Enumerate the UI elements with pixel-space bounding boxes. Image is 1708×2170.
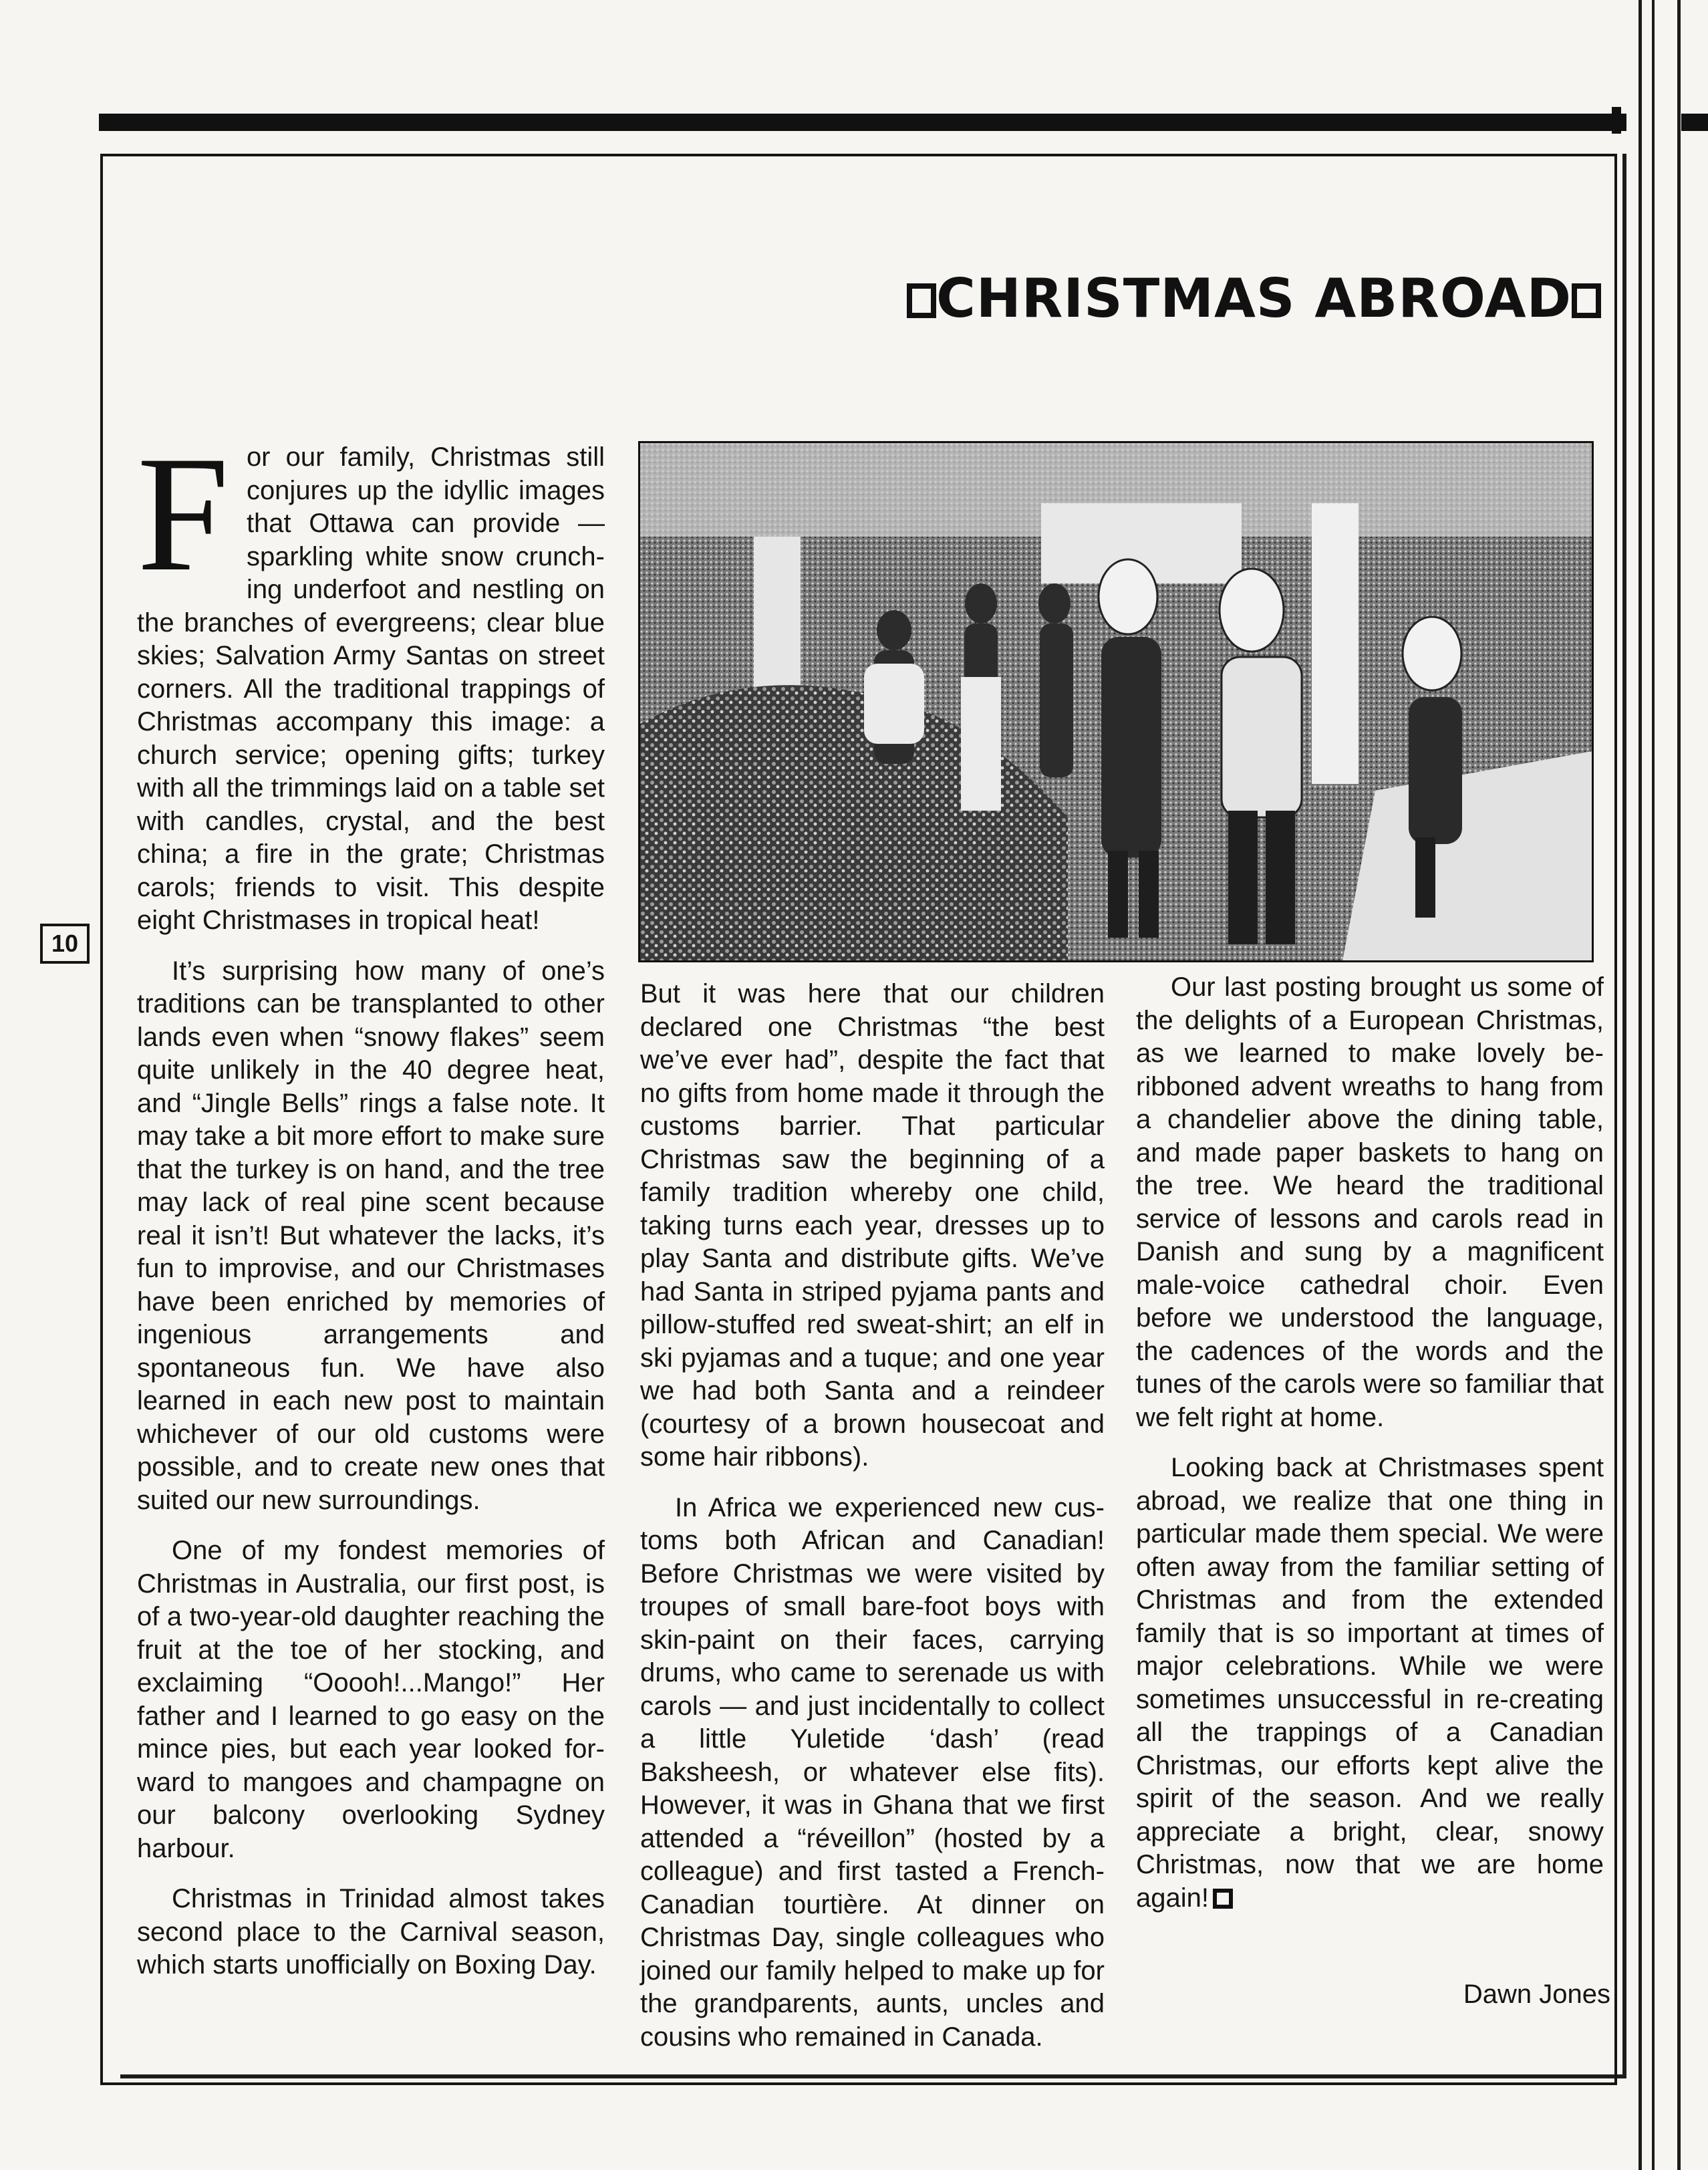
- photo-illustration: [640, 443, 1594, 962]
- article-column-3: [1136, 971, 1604, 1932]
- frame-right-shadow: [1622, 154, 1626, 2076]
- paragraph-3: One of my fondest memories of Christmas in Australia, our first post, is of a two-year-old daughter reaching the fruit at the toe of her stocking, and exclaiming “Ooooh!...Mango!” Her father and I learned to go easy on the mince pies, but each year looked forward to mangoes and champagne on our balcony overlooking Sydney harbour.: [137, 1536, 605, 1863]
- page-title: [599, 267, 1601, 329]
- article-photo: [638, 441, 1594, 962]
- right-margin-line-3: [1677, 0, 1681, 2170]
- paragraph-8: [1136, 1452, 1604, 1915]
- byline: Dawn Jones: [1463, 1980, 1610, 2009]
- right-margin-line-2: [1652, 0, 1655, 2170]
- right-margin-line: [1639, 0, 1642, 2170]
- paragraph-1: [137, 422, 605, 938]
- paragraph-6: In Africa we experienced new customs both African and Canadian! Before Christmas we were visited by troupes of small bare-foot boys with skin-paint on their faces, carrying drums, who came to serenade us with carols — and just incidentally to collect a little Yuletide ‘dash’ (read Baksheesh, or whatever else fits). However, it was in Ghana that we first attended a “réveillon” (hosted by a colleague) and first tasted a French-Canadian tourtière. At dinner on Christmas Day, single colleagues who joined our family helped to make up for the grandparents, aunts, uncles and cousins who remained in Canada.: [640, 1492, 1105, 2052]
- paragraph-5: But it was here that our children declared one Christmas “the best we’ve ever had”, despite the fact that no gifts from home made it through the customs barrier. That particular Christmas saw the beginning of a family tradition whereby one child, taking turns each year, dresses up to play Santa and distribute gifts. We’ve had Santa in striped pyjama pants and pillow-stuffed red sweat-shirt; an elf in ski pyjamas and a tuque; and one year we had both Santa and a reindeer (courtesy of a brown housecoat and some hair ribbons).: [640, 979, 1105, 1472]
- paragraph-1-text: or our family, Christmas still conjures up the idyllic images that Ottawa can provide — sparkling white snow crunching underfoot and nestling on the branches of evergreens; clear blue skies; Salvation Army Santas on street corners. All the traditional trappings of Christmas accompany this image: a church service; opening gifts; turkey with all the trimmings laid on a table set with candles, crystal, and the best china; a fire in the grate; Christmas carols; friends to visit. This despite eight Christmases in tropical heat!: [137, 442, 605, 935]
- page-number: 10: [40, 924, 90, 964]
- end-mark-icon: [1213, 1889, 1233, 1909]
- paragraph-4: Christmas in Trinidad almost takes second place to the Carnival season, which starts unofficially on Boxing Day.: [137, 1884, 605, 1980]
- top-heavy-rule: [99, 114, 1626, 131]
- title-box-left-icon: [907, 283, 936, 318]
- article-column-2: [640, 978, 1105, 2071]
- paragraph-8-text: Looking back at Christmases spent abroad, we realize that one thing in particular made them special. We were often away from the familiar setting of Christmas and from the extended family that is so important at times of major celebrations. While we were sometimes unsuccessful in re-creating all the trappings of a Canadian Christmas, our efforts kept alive the spirit of the season. And we really appreciate a bright, clear, snowy Christmas, now that we are home again!: [1136, 1453, 1604, 1913]
- drop-cap: F: [137, 422, 229, 605]
- adjacent-page-rule: [1681, 114, 1708, 131]
- page-title-text: CHRISTMAS ABROAD: [936, 267, 1572, 329]
- paragraph-2: It’s surprising how many of one’s traditions can be transplanted to other lands even when “snowy flakes” seem quite unlikely in the 40 degree heat, and “Jingle Bells” rings a false note. It may take a bit more effort to make sure that the turkey is on hand, and the tree may lack of real pine scent because real it isn’t! But whatever the lacks, it’s fun to improvise, and our Christmases have been enriched by memories of ingenious arrangements and spontaneous fun. We have also learned in each new post to maintain whichever of our old customs were possible, and to create new ones that suited our new surroundings.: [137, 956, 605, 1515]
- article-column-1: [137, 422, 605, 2000]
- title-box-right-icon: [1572, 283, 1601, 318]
- paragraph-7: Our last posting brought us some of the delights of a European Christmas, as we learned to make lovely beribboned advent wreaths to hang from a chandelier above the dining table, and made paper baskets to hang on the tree. We heard the traditional service of lessons and carols read in Danish and sung by a magnificent male-voice cathedral choir. Even before we understood the language, the cadences of the words and the tunes of the carols were so familiar that we felt right at home.: [1136, 972, 1604, 1432]
- top-heavy-rule-end: [1612, 107, 1621, 134]
